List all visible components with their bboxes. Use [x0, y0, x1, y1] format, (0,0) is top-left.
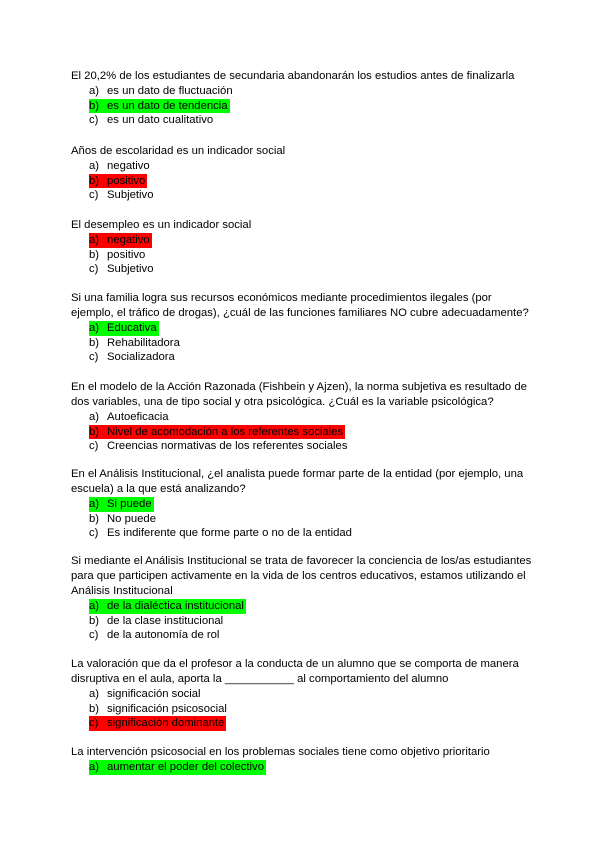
option-c: c) Subjetivo	[89, 263, 154, 276]
option-a	[89, 233, 533, 248]
option-a: a) es un dato de fluctuación	[89, 85, 233, 97]
option-c: c) Socializadora	[89, 351, 175, 364]
option-a	[89, 497, 533, 512]
question-stem: El desempleo es un indicador social	[71, 219, 252, 231]
option-b	[89, 99, 533, 114]
option-b: b) No puede	[89, 512, 156, 525]
question-6	[71, 467, 533, 541]
answer-highlight: a) negativo	[89, 234, 150, 246]
option-b: b) significación psicosocial	[89, 702, 227, 715]
option-b	[89, 425, 533, 440]
question-7	[71, 554, 533, 643]
question-4	[71, 291, 533, 365]
answer-highlight: b) positivo	[89, 174, 146, 187]
answer-highlight: a) de la dialéctica institucional	[89, 600, 244, 612]
options-list	[71, 321, 533, 365]
options-list	[71, 599, 533, 643]
option-a: a) Autoeficacia	[89, 411, 169, 423]
option-b: b) positivo	[89, 248, 146, 261]
question-2	[71, 144, 533, 203]
options-list	[71, 760, 533, 775]
options-list	[71, 159, 533, 203]
question-3	[71, 218, 533, 277]
question-stem: Si una familia logra sus recursos económicos mediante procedimientos ilegales (por ejemplo, el tráfico de drogas), ¿cuál de las funciones familiares NO cubre adecuadamente?	[71, 292, 529, 319]
question-5	[71, 380, 533, 454]
question-stem: El 20,2% de los estudiantes de secundaria abandonarán los estudios antes de finalizarla	[71, 70, 515, 82]
options-list	[71, 497, 533, 541]
option-a	[89, 760, 533, 775]
option-c: c) Creencias normativas de los referentes sociales	[89, 440, 348, 453]
options-list	[71, 410, 533, 454]
options-list	[71, 233, 533, 277]
answer-highlight: a) Educativa	[89, 322, 157, 334]
question-1	[71, 69, 533, 128]
option-c: c) de la autonomía de rol	[89, 629, 220, 642]
question-stem: La valoración que da el profesor a la conducta de un alumno que se comporta de manera disruptiva en el aula, aporta la ___________ al comportamiento del alumno	[71, 658, 519, 685]
answer-highlight: a) Si puede	[89, 498, 152, 510]
option-a	[89, 599, 533, 614]
option-a: a) negativo	[89, 160, 150, 172]
option-c: c) Es indiferente que forme parte o no de la entidad	[89, 527, 352, 540]
answer-highlight: b) es un dato de tendencia	[89, 99, 228, 112]
question-stem: La intervención psicosocial en los problemas sociales tiene como objetivo prioritario	[71, 746, 490, 758]
option-a	[89, 321, 533, 336]
option-c: c) es un dato cualitativo	[89, 114, 214, 127]
answer-highlight: b) Nivel de acomodación a los referentes sociales	[89, 425, 344, 438]
question-stem: En el modelo de la Acción Razonada (Fishbein y Ajzen), la norma subjetiva es resultado de dos variables, una de tipo social y otra psicológica. ¿Cuál es la variable psicológica?	[71, 381, 527, 408]
question-stem: En el Análisis Institucional, ¿el analista puede formar parte de la entidad (por ejemplo, una escuela) a la que está analizando?	[71, 468, 524, 495]
option-a: a) significación social	[89, 688, 201, 700]
options-list	[71, 687, 533, 731]
question-9	[71, 745, 533, 775]
question-stem: Años de escolaridad es un indicador social	[71, 145, 286, 157]
option-b: b) de la clase institucional	[89, 614, 224, 627]
options-list	[71, 84, 533, 128]
option-b: b) Rehabilitadora	[89, 336, 180, 349]
question-stem: Si mediante el Análisis Institucional se trata de favorecer la conciencia de los/as estudiantes para que participen activamente en la vida de los centros educativos, estamos utilizando el Análisis Institucional	[71, 555, 532, 597]
option-c	[89, 716, 533, 731]
answer-highlight: a) aumentar el poder del colectivo	[89, 761, 264, 773]
question-8	[71, 657, 533, 731]
answer-highlight: c) significación dominante	[89, 717, 225, 730]
option-c: c) Subjetivo	[89, 189, 154, 202]
option-b	[89, 174, 533, 189]
